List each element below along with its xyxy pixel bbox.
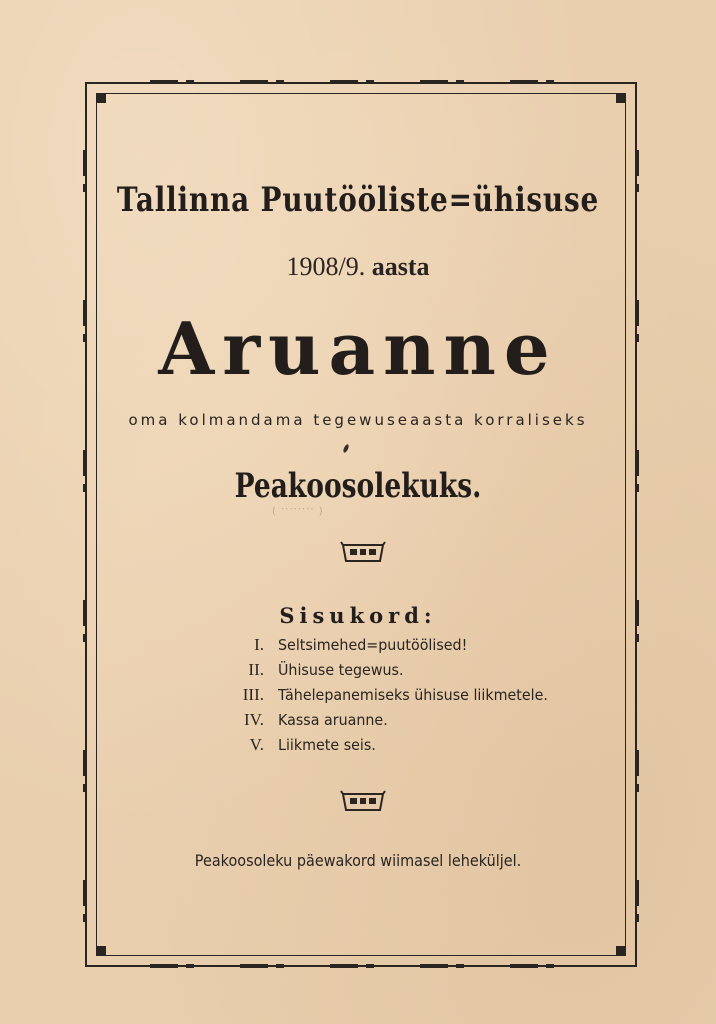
toc-number: III.	[242, 685, 264, 704]
toc-number: V.	[249, 735, 264, 754]
toc-item	[230, 735, 630, 760]
toc-item	[230, 660, 630, 685]
inner-border-frame	[96, 93, 626, 956]
ornament-divider-top	[340, 541, 386, 565]
toc-item	[230, 710, 630, 735]
toc-text: Tähelepanemiseks ühisuse liikmetele.	[278, 686, 548, 704]
table-of-contents	[230, 635, 630, 760]
ornament-divider-bottom	[340, 790, 386, 814]
toc-number: I.	[254, 635, 264, 654]
toc-text: Liikmete seis.	[278, 736, 376, 754]
toc-text: Ühisuse tegewus.	[278, 661, 404, 679]
year-number: 1908/9.	[286, 252, 366, 281]
toc-number: IV.	[244, 710, 264, 729]
toc-item	[230, 635, 630, 660]
toc-number: II.	[248, 660, 264, 679]
toc-heading: Sisukord:	[279, 603, 437, 628]
society-heading: Tallinna Puutööliste=ühisuse	[116, 180, 600, 220]
report-subtitle: oma kolmandama tegewuseaasta korraliseks	[128, 411, 588, 429]
year-word: aasta	[371, 252, 430, 281]
bleed-through-text: ( ........ )	[272, 505, 324, 516]
report-title: Aruanne	[158, 306, 558, 391]
toc-text: Seltsimehed=puutöölised!	[278, 636, 468, 654]
meeting-title: Peakoosolekuks.	[234, 466, 482, 506]
agenda-note: Peakoosoleku päewakord wiimasel leheküljel.	[194, 851, 522, 870]
year-line	[0, 252, 716, 282]
toc-text: Kassa aruanne.	[278, 711, 388, 729]
toc-item	[230, 685, 630, 710]
